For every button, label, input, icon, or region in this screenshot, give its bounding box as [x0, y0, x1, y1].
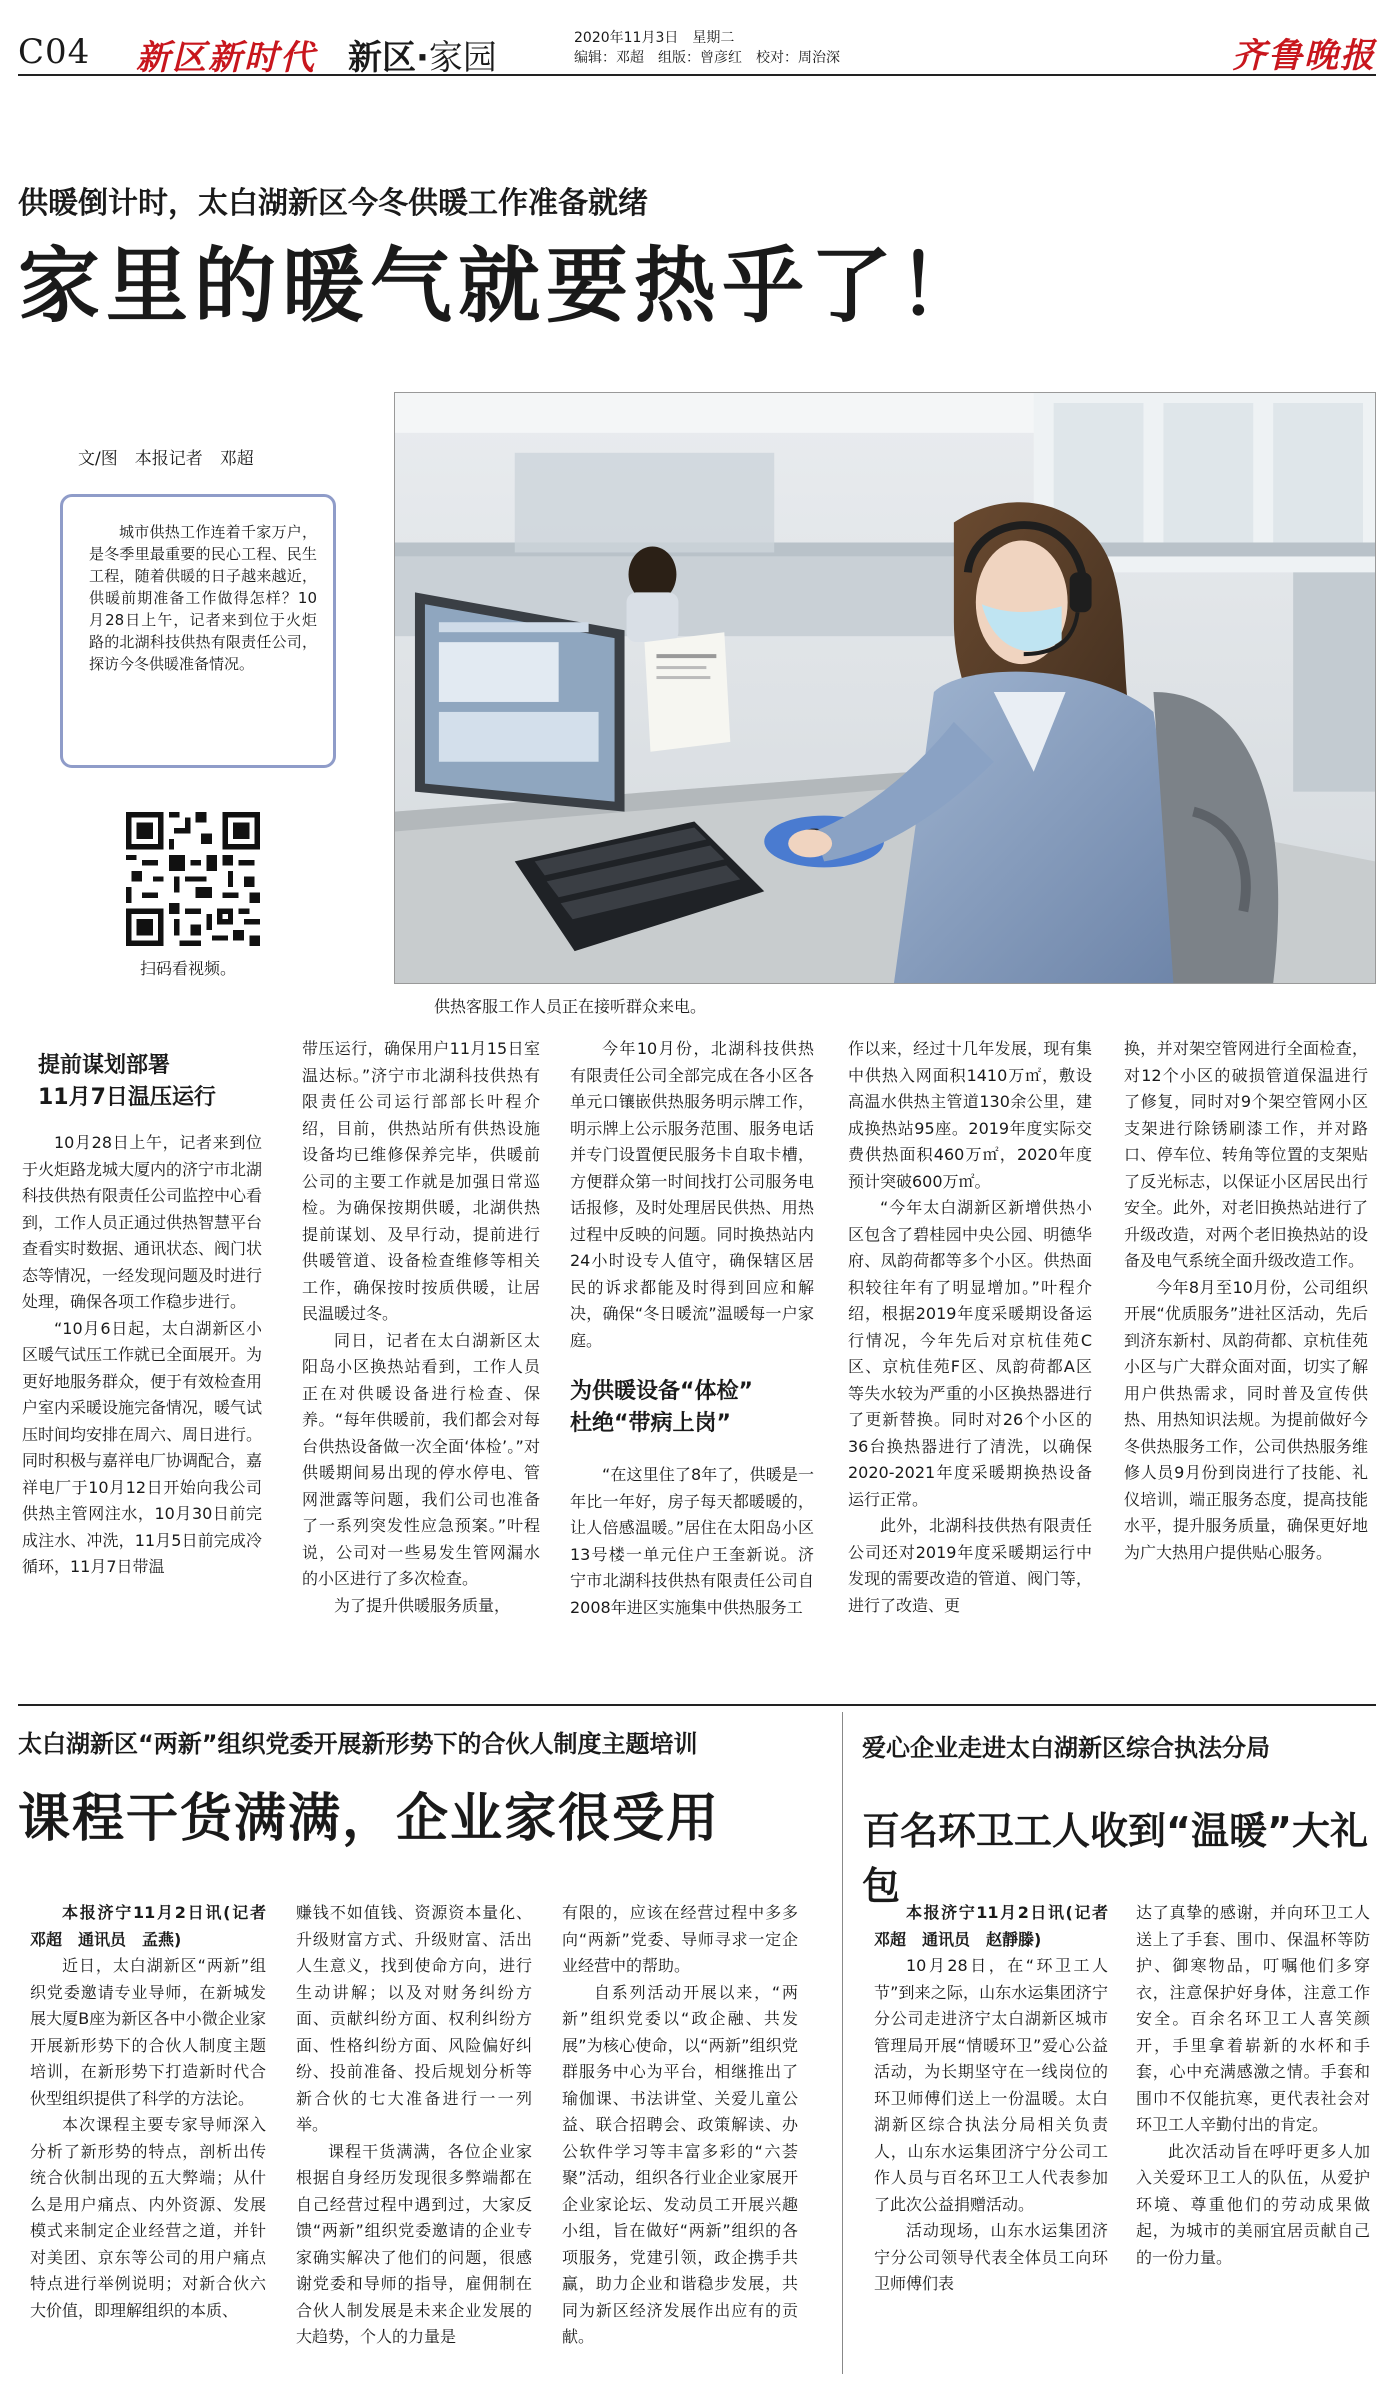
- bottom-right-column-2: [1136, 1900, 1370, 2380]
- paragraph: 带压运行，确保用户11月15日室温达标。”济宁市北湖科技供热有限责任公司运行部部长叶程介绍，目前，供热站所有供热设施设备均已维修保养完毕，供暖前公司的主要工作就是加强日常巡检。为确保按期供暖，北湖供热提前谋划、及早行动，提前进行供暖管道、设备检查维修等相关工作，确保按时按质供暖，让居民温暖过冬。: [302, 1039, 540, 1323]
- lead-column-4: [848, 1036, 1092, 1686]
- paragraph: “今年太白湖新区新增供热小区包含了碧桂园中央公园、明德华府、凤韵荷都等多个小区。供热面积较往年有了明显增加。”叶程介绍，根据2019年度采暖期设备运行情况，今年先后对京杭佳苑C区、京杭佳苑F区、凤韵荷都A区等失水较为严重的小区换热器进行了更新替换。同时对26个小区的36台换热器进行了清洗，以确保2020-2021年度采暖期换热设备运行正常。: [848, 1198, 1092, 1509]
- paragraph: 活动现场，山东水运集团济宁分公司领导代表全体员工向环卫师傅们表: [874, 2221, 1108, 2293]
- bottom-left-column-1: [30, 1900, 283, 2380]
- lead-column-5: [1124, 1036, 1368, 1686]
- lead-column-3: [570, 1036, 814, 1686]
- paper-name-logo: 新区新时代: [136, 38, 316, 78]
- bottom-right-headline: 百名环卫工人收到“温暖”大礼包: [862, 1809, 1368, 1908]
- paragraph: 今年8月至10月份，公司组织开展“优质服务”进社区活动，先后到济东新村、凤韵荷都、京杭佳苑小区与广大群众面对面，切实了解用户供热需求，同时普及宣传供热、用热知识法规。为提前做好今冬供热服务工作，公司供热服务维修人员9月份到岗进行了技能、礼仪培训，端正服务态度，提高技能水平，提升服务质量，确保更好地为广大热用户提供贴心服务。: [1124, 1277, 1368, 1562]
- paragraph: 达了真挚的感谢，并向环卫工人送上了手套、围巾、保温杯等防护、御寒物品，叮嘱他们多穿衣，注意保护好身体，注意工作安全。百余名环卫工人喜笑颜开，手里拿着崭新的水杯和手套，心中充满感激之情。手套和围巾不仅能抗寒，更代表社会对环卫工人辛勤付出的肯定。: [1136, 1903, 1370, 2134]
- dateline: 本报济宁11月2日讯(记者 邓超 通讯员 孟燕): [30, 1903, 283, 1949]
- paragraph: 本次课程主要专家导师深入分析了新形势的特点，剖析出传统合伙制出现的五大弊端；从什么是用户痛点、内外资源、发展模式来制定企业经营之道，并针对美团、京东等公司的用户痛点特点进行举例说明；对新合伙六大价值，即理解组织的本质、: [30, 2115, 266, 2320]
- paragraph: 10月28日，在“环卫工人节”到来之际，山东水运集团济宁分公司走进济宁太白湖新区城市管理局开展“情暖环卫”爱心公益活动，为长期坚守在一线岗位的环卫师傅们送上一份温暖。太白湖新区综合执法分局相关负责人，山东水运集团济宁分公司工作人员与百名环卫工人代表参加了此次公益捐赠活动。: [874, 1956, 1108, 2214]
- photo-caption: 供热客服工作人员正在接听群众来电。: [434, 997, 707, 1016]
- brand-logo: 齐鲁晚报: [1232, 36, 1376, 76]
- issue-date: 2020年11月3日 星期二: [574, 30, 735, 46]
- paragraph: 为了提升供暖服务质量，: [334, 1595, 511, 1615]
- paragraph: 作以来，经过十几年发展，现有集中供热入网面积1410万㎡，敷设高温水供热主管道130余公里，建成换热站95座。2019年度实际交费供热面积460万㎡，2020年度预计突破600万㎡。: [848, 1039, 1092, 1191]
- paragraph: 自系列活动开展以来，“两新”组织党委以“政企融、共发展”为核心使命，以“两新”组织党群服务中心为平台，相继推出了瑜伽课、书法讲堂、关爱儿童公益、联合招聘会、政策解读、办公软件学习等丰富多彩的“六荟聚”活动，组织各行业企业家展开企业家论坛、发动员工开展兴趣小组，旨在做好“两新”组织的各项服务，党建引领，政企携手共赢，助力企业和谐稳步发展，共同为新区经济发展作出应有的贡献。: [562, 1982, 798, 2346]
- paragraph: 此外，北湖科技供热有限责任公司还对2019年度采暖期运行中发现的需要改造的管道、阀门等，进行了改造、更: [848, 1516, 1092, 1615]
- column-divider: [842, 1712, 843, 2374]
- bottom-left-column-2: [296, 1900, 532, 2380]
- paragraph: 近日，太白湖新区“两新”组织党委邀请专业导师，在新城发展大厦B座为新区各中小微企业家开展新形势下的合伙人制度主题培训，在新形势下打造新时代合伙型组织提供了科学的方法论。: [30, 1956, 266, 2108]
- lead-byline: 文/图 本报记者 邓超: [78, 449, 254, 469]
- lead-subhead-2: 为供暖设备“体检” 杜绝“带病上岗”: [570, 1379, 753, 1436]
- bottom-left-headline: 课程干货满满，企业家很受用: [18, 1789, 721, 1849]
- bottom-right-kicker: 爱心企业走进太白湖新区综合执法分局: [862, 1734, 1270, 1762]
- paragraph: 课程干货满满，各位企业家根据自身经历发现很多弊端都在自己经营过程中遇到过，大家反馈“两新”组织党委邀请的企业专家确实解决了他们的问题，很感谢党委和导师的指导，雇佣制在合伙人制发展是未来企业发展的大趋势，个人的力量是: [296, 2141, 532, 2346]
- qr-label: 扫码看视频。: [140, 959, 237, 978]
- paragraph: 10月28日上午，记者来到位于火炬路龙城大厦内的济宁市北湖科技供热有限责任公司监控中心看到，工作人员正通过供热智慧平台查看实时数据、通讯状态、阀门状态等情况，一经发现问题及时进行处理，确保各项工作稳步进行。: [22, 1133, 263, 1311]
- paragraph: “10月6日起，太白湖新区小区暖气试压工作就已全面展开。为更好地服务群众，便于有效检查用户室内采暖设施完备情况，暖气试压时间均安排在周六、周日进行。同时积极与嘉祥电厂协调配合，嘉祥电厂于10月12日开始向我公司供热主管网注水，10月30日前完成注水、冲洗，11月5日前完成冷循环，11月7日带温: [22, 1318, 263, 1576]
- section-name-b: 家园: [428, 38, 497, 78]
- lead-column-2: [302, 1036, 540, 1686]
- bottom-left-column-3: [562, 1900, 798, 2380]
- section-name: [348, 30, 497, 79]
- paragraph: 赚钱不如值钱、资源资本量化、升级财富方式、升级财富、活出人生意义，找到使命方向，进行生动讲解；以及对财务纠纷方面、贡献纠纷方面、权利纠纷方面、性格纠纷方面、风险偏好纠纷、投前准备、投后规划分析等新合伙的七大准备进行一一列举。: [296, 1903, 532, 2134]
- paragraph: 同日，记者在太白湖新区太阳岛小区换热站看到，工作人员正在对供暖设备进行检查、保养。“每年供暖前，我们都会对每台供热设备做一次全面‘体检’。”对供暖期间易出现的停水停电、管网泄露等问题，我们公司也准备了一系列突发性应急预案。”叶程说，公司对一些易发生管网漏水的小区进行了多次检查。: [302, 1330, 540, 1588]
- section-divider: [18, 1704, 1376, 1706]
- bottom-left-kicker: 太白湖新区“两新”组织党委开展新形势下的合伙人制度主题培训: [18, 1730, 698, 1758]
- section-name-a: 新区·: [348, 38, 429, 78]
- paragraph: 此次活动旨在呼吁更多人加入关爱环卫工人的队伍，从爱护环境、尊重他们的劳动成果做起，为城市的美丽宜居贡献自己的一份力量。: [1136, 2141, 1370, 2267]
- page-number: C04: [18, 32, 91, 72]
- bottom-right-column-1: [874, 1900, 1125, 2380]
- paragraph: 换，并对架空管网进行全面检查，对12个小区的破损管道保温进行了修复，同时对9个架空管网小区支架进行除锈刷漆工作，并对路口、停车位、转角等位置的支架贴了反光标志，以保证小区居民出行安全。此外，对老旧换热站进行了升级改造，对两个老旧换热站的设备及电气系统全面升级改造工作。: [1124, 1039, 1368, 1270]
- paragraph: “在这里住了8年了，供暖是一年比一年好，房子每天都暖暖的，让人倍感温暖。”居住在太阳岛小区13号楼一单元住户王奎新说。济宁市北湖科技供热有限责任公司自2008年进区实施集中供热服务工: [570, 1465, 814, 1617]
- lead-summary-box: 城市供热工作连着千家万户，是冬季里最重要的民心工程、民生工程，随着供暖的日子越来越近，供暖前期准备工作做得怎样？10月28日上午，记者来到位于火炬路的北湖科技供热有限责任公司，探访今冬供暖准备情况。: [60, 494, 336, 768]
- lead-kicker: 供暖倒计时，太白湖新区今冬供暖工作准备就绪: [18, 186, 648, 221]
- lead-column-1: [22, 1130, 262, 1690]
- paragraph: 有限的，应该在经营过程中多多向“两新”党委、导师寻求一定企业经营中的帮助。: [562, 1903, 798, 1975]
- issue-meta: [574, 28, 840, 68]
- paragraph: 今年10月份，北湖科技供热有限责任公司全部完成在各小区各单元口镶嵌供热服务明示牌工作，明示牌上公示服务范围、服务电话并专门设置便民服务卡自取卡槽，方便群众第一时间找打公司服务电话报修，及时处理居民供热、用热过程中反映的问题。同时换热站内24小时设专人值守，确保辖区居民的诉求都能及时得到回应和解决，确保“冬日暖流”温暖每一户家庭。: [570, 1039, 814, 1350]
- masthead: [18, 14, 1376, 76]
- lead-subhead-1: 提前谋划部署 11月7日温压运行: [38, 1053, 216, 1110]
- lead-photo: [394, 392, 1376, 984]
- dateline: 本报济宁11月2日讯(记者 邓超 通讯员 赵靜滕): [874, 1903, 1125, 1949]
- lead-headline: 家里的暖气就要热乎了！: [18, 239, 987, 334]
- qr-code-icon[interactable]: [126, 812, 260, 946]
- issue-staff: 编辑：邓超 组版：曾彦红 校对：周治深: [574, 50, 840, 66]
